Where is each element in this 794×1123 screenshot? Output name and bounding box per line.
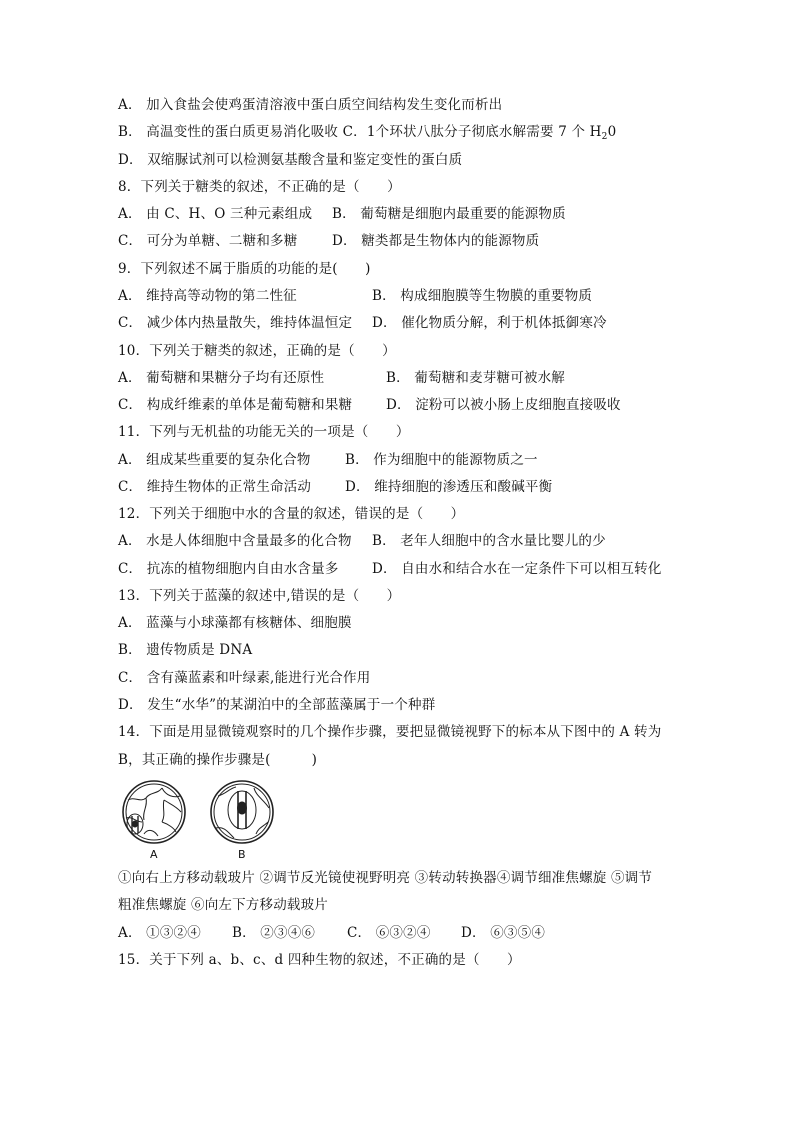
q7-option-b-c [118,123,616,146]
q8-options-row2 [118,232,540,250]
q10-options-row2 [118,396,621,414]
q12-stem: 12．下列关于细胞中水的含量的叙述，错误的是（ ） [118,506,465,522]
q14-steps-line1: ①向右上方移动载玻片 ②调节反光镜使视野明亮 ③转动转换器④调节细准焦螺旋 ⑤调节 [118,870,653,886]
subscript-2: 2 [601,132,608,142]
q11-options-row2 [118,478,553,496]
q14-option-d: D． ⑥③⑤④ [461,925,546,941]
q10-option-a: A． 葡萄糖和果糖分子均有还原性 [118,370,325,386]
q11-option-a: A． 组成某些重要的复杂化合物 [118,452,311,468]
microscope-field-figure [118,778,278,862]
q14-steps-line2: 粗准焦螺旋 ⑥向左下方移动载玻片 [118,897,328,913]
figure-label-a: A [150,848,158,861]
q13-stem: 13．下列关于蓝藻的叙述中,错误的是（ ） [118,588,401,604]
q7-option-a: A． 加入食盐会使鸡蛋清溶液中蛋白质空间结构发生变化而析出 [118,97,503,113]
q12-option-b: B． 老年人细胞中的含水量比婴儿的少 [372,533,606,549]
q11-option-c: C． 维持生物体的正常生命活动 [118,479,312,495]
microscope-views-svg [118,778,278,848]
figure-label-b: B [238,848,246,861]
q9-options-row1 [118,287,593,305]
q13-option-a: A． 蓝藻与小球藻都有核糖体、细胞膜 [118,615,352,631]
q9-option-b: B． 构成细胞膜等生物膜的重要物质 [372,288,593,304]
q13-option-d: D． 发生“水华”的某湖泊中的全部蓝藻属于一个种群 [118,697,436,713]
q12-option-c: C． 抗冻的植物细胞内自由水含量多 [118,561,339,577]
q13-option-c: C． 含有藻蓝素和叶绿素,能进行光合作用 [118,670,371,686]
q10-option-b: B． 葡萄糖和麦芽糖可被水解 [386,370,566,386]
q8-option-c: C． 可分为单糖、二糖和多糖 [118,233,298,249]
q14-option-a: A． ①③②④ [118,925,201,941]
q9-stem: 9．下列叙述不属于脂质的功能的是( ) [118,261,371,277]
q7-option-d: D． 双缩脲试剂可以检测氨基酸含量和鉴定变性的蛋白质 [118,152,463,168]
q14-stem-line1: 14．下面是用显微镜观察时的几个操作步骤，要把显微镜视野下的标本从下图中的 A 转为 [118,724,662,740]
view-a [123,781,185,843]
q12-option-d: D． 自由水和结合水在一定条件下可以相互转化 [372,561,662,577]
q9-option-d: D． 催化物质分解，利于机体抵御寒冷 [372,315,607,331]
q7-option-c-tail: 0 [607,124,617,140]
q8-option-d: D． 糖类都是生物体内的能源物质 [332,233,540,249]
q10-stem: 10．下列关于糖类的叙述，正确的是（ ） [118,343,396,359]
q11-stem: 11．下列与无机盐的功能无关的一项是（ ） [118,424,410,440]
q14-option-b: B． ②③④⑥ [232,925,316,941]
q14-option-c: C． ⑥③②④ [347,925,431,941]
q8-option-b: B． 葡萄糖是细胞内最重要的能源物质 [332,206,566,222]
q14-stem-line2: B，其正确的操作步骤是( ) [118,752,318,768]
q14-options-row [118,924,546,942]
q12-options-row2 [118,560,662,578]
q10-option-d: D． 淀粉可以被小肠上皮细胞直接吸收 [386,397,621,413]
q9-option-c: C． 减少体内热量散失，维持体温恒定 [118,315,353,331]
q8-stem: 8．下列关于糖类的叙述，不正确的是（ ） [118,179,401,195]
q13-option-b: B． 遗传物质是 DNA [118,642,253,658]
q11-option-b: B． 作为细胞中的能源物质之一 [345,452,538,468]
q10-option-c: C． 构成纤维素的单体是葡萄糖和果糖 [118,397,353,413]
q15-stem: 15．关于下列 a、b、c、d 四种生物的叙述，不正确的是（ ） [118,952,521,968]
q11-options-row1 [118,451,538,469]
q8-option-a: A． 由 C、H、O 三种元素组成 [118,206,313,222]
q7-option-b-text: B． 高温变性的蛋白质更易消化吸收 C．1个环状八肽分子彻底水解需要 7 个 H [118,124,602,140]
view-b [211,781,273,843]
q10-options-row1 [118,369,566,387]
q12-option-a: A． 水是人体细胞中含量最多的化合物 [118,533,352,549]
q11-option-d: D． 维持细胞的渗透压和酸碱平衡 [345,479,553,495]
q12-options-row1 [118,532,606,550]
q8-options-row1 [118,205,566,223]
q9-option-a: A． 维持高等动物的第二性征 [118,288,297,304]
q9-options-row2 [118,314,607,332]
